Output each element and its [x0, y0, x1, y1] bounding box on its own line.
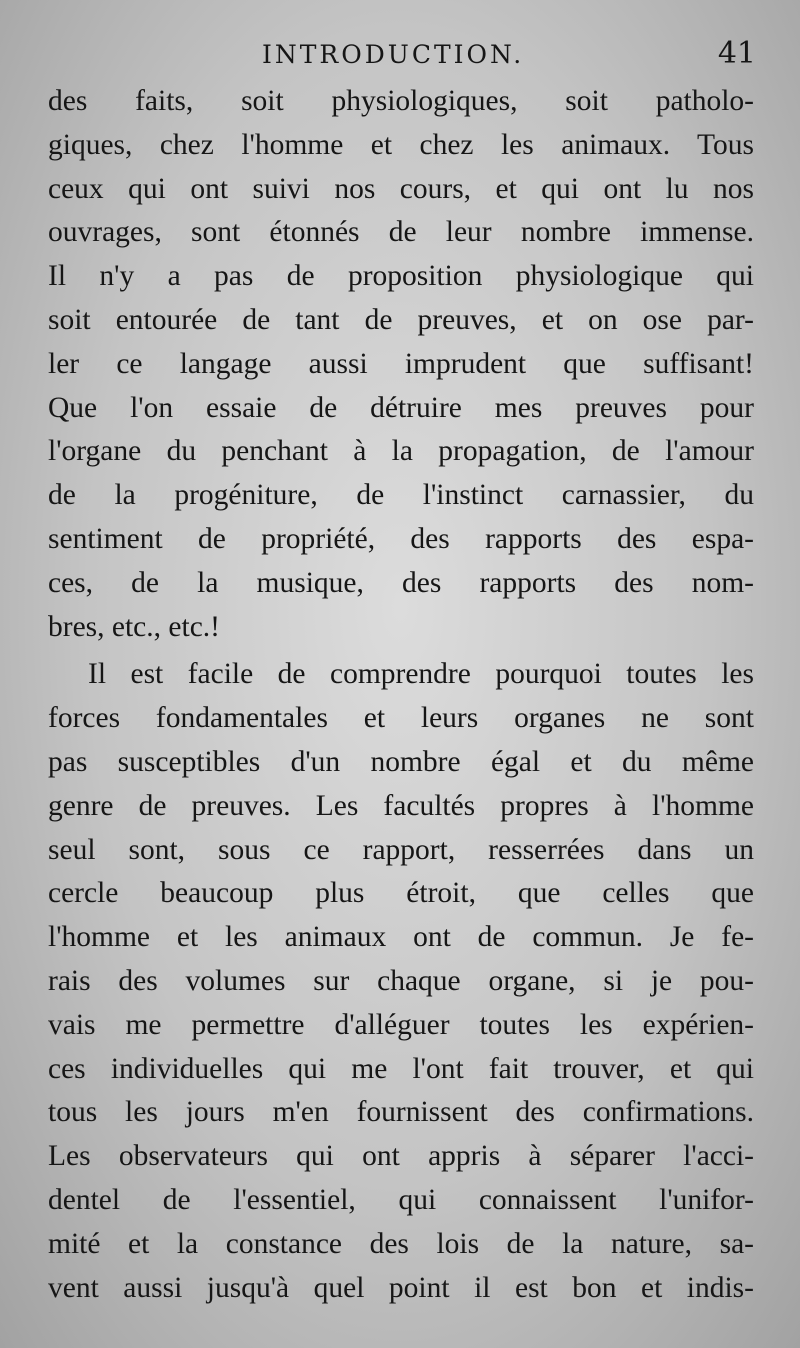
text-line: seul sont, sous ce rapport, resserrées dans un: [48, 833, 754, 866]
text-line: forces fondamentales et leurs organes ne sont: [48, 702, 754, 735]
body-text: [48, 80, 754, 1310]
text-line: dentel de l'essentiel, qui connaissent l'unifor-: [48, 1183, 754, 1216]
text-line: rais des volumes sur chaque organe, si je pou-: [48, 964, 754, 997]
text-line: genre de preuves. Les facultés propres à l'homme: [48, 789, 754, 822]
text-line: ces, de la musique, des rapports des nom-: [48, 566, 754, 599]
text-line: ceux qui ont suivi nos cours, et qui ont lu nos: [48, 172, 754, 205]
text-line: vent aussi jusqu'à quel point il est bon et indis-: [48, 1271, 754, 1304]
text-line: Les observateurs qui ont appris à séparer l'acci-: [48, 1140, 754, 1173]
text-line: tous les jours m'en fournissent des confirmations.: [48, 1096, 754, 1129]
text-line: mité et la constance des lois de la nature, sa-: [48, 1227, 754, 1260]
text-line: pas susceptibles d'un nombre égal et du même: [48, 745, 754, 778]
text-line: l'organe du penchant à la propagation, de l'amour: [48, 435, 754, 468]
text-line: sentiment de propriété, des rapports des espa-: [48, 522, 754, 555]
text-line: l'homme et les animaux ont de commun. Je fe-: [48, 921, 754, 954]
text-line: vais me permettre d'alléguer toutes les expérien-: [48, 1008, 754, 1041]
text-line: de la progéniture, de l'instinct carnassier, du: [48, 479, 754, 512]
running-title: INTRODUCTION.: [262, 40, 525, 69]
text-line: giques, chez l'homme et chez les animaux. Tous: [48, 128, 754, 161]
text-line: Il n'y a pas de proposition physiologique qui: [48, 260, 754, 293]
text-line: ouvrages, sont étonnés de leur nombre immense.: [48, 216, 754, 249]
text-line: Il est facile de comprendre pourquoi toutes les: [88, 658, 754, 691]
text-line: ces individuelles qui me l'ont fait trouver, et qui: [48, 1052, 754, 1085]
text-line: des faits, soit physiologiques, soit patholo-: [48, 85, 754, 117]
paragraph-2: [48, 653, 754, 1310]
page-number: 41: [717, 36, 756, 71]
text-line: cercle beaucoup plus étroit, que celles que: [48, 877, 754, 910]
text-line: soit entourée de tant de preuves, et on ose par-: [48, 303, 754, 336]
paragraph-1: [48, 80, 754, 649]
text-line: Que l'on essaie de détruire mes preuves pour: [48, 391, 754, 424]
text-line: ler ce langage aussi imprudent que suffisant!: [48, 347, 754, 380]
running-head: [0, 36, 800, 76]
text-line: bres, etc., etc.!: [48, 610, 220, 643]
